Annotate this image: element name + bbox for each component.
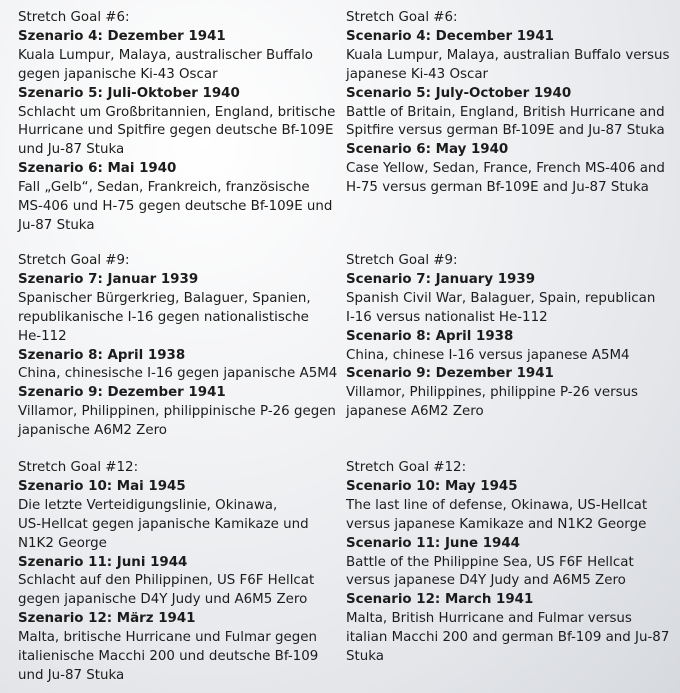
scenario-heading: Szenario 11: Juni 1944 bbox=[18, 554, 188, 570]
scenario-description-line: gegen japanische Ki-43 Oscar bbox=[18, 66, 218, 82]
scenario-description-line: Villamor, Philippinen, philippinische P-26 gegen bbox=[18, 404, 336, 420]
scenario-heading: Scenario 4: December 1941 bbox=[346, 28, 554, 44]
stretch-goal-block bbox=[346, 252, 671, 422]
scenario-heading: Szenario 5: Juli-Oktober 1940 bbox=[18, 85, 240, 101]
stretch-goal-block bbox=[346, 9, 671, 198]
scenario-description-line: I-16 versus nationalist He-112 bbox=[346, 309, 548, 325]
scenario-description-line: republikanische I-16 gegen nationalistische bbox=[18, 309, 309, 325]
stretch-goal-title: Stretch Goal #9: bbox=[346, 253, 458, 268]
scenario-heading: Scenario 5: July-October 1940 bbox=[346, 85, 572, 101]
scenario-description-line: Case Yellow, Sedan, France, French MS-406 and bbox=[346, 161, 665, 177]
scenario-description-line: Spanish Civil War, Balaguer, Spain, republican bbox=[346, 290, 656, 306]
stretch-goal-title: Stretch Goal #12: bbox=[18, 460, 139, 475]
stretch-goal-block bbox=[18, 9, 338, 236]
scenario-description-line: Hurricane und Spitfire gegen deutsche Bf-109E bbox=[18, 123, 334, 139]
scenario-description-line: versus japanese D4Y Judy and A6M5 Zero bbox=[346, 573, 626, 589]
scenario-description-line: Schlacht um Großbritannien, England, britische bbox=[18, 104, 336, 120]
stretch-goal-title: Stretch Goal #6: bbox=[18, 10, 130, 25]
scenario-description-line: und Ju-87 Stuka bbox=[18, 142, 125, 158]
scenario-description-line: versus japanese Kamikaze and N1K2 George bbox=[346, 516, 647, 532]
scenario-heading: Szenario 10: Mai 1945 bbox=[18, 478, 186, 494]
scenario-description-line: MS-406 und H-75 gegen deutsche Bf-109E und bbox=[18, 199, 333, 215]
scenario-description-line: Spitfire versus german Bf-109E and Ju-87 Stuka bbox=[346, 123, 665, 139]
scenario-heading: Szenario 8: April 1938 bbox=[18, 347, 186, 363]
scenario-description-line: The last line of defense, Okinawa, US-Hellcat bbox=[346, 497, 648, 513]
stretch-goal-block bbox=[346, 459, 671, 667]
scenario-heading: Szenario 7: Januar 1939 bbox=[18, 271, 199, 287]
scenario-heading: Scenario 6: May 1940 bbox=[346, 142, 509, 158]
scenario-description-line: Malta, British Hurricane and Fulmar versus bbox=[346, 611, 632, 627]
scenario-description-line: Kuala Lumpur, Malaya, australischer Buffalo bbox=[18, 47, 313, 63]
scenario-description-line: Ju-87 Stuka bbox=[18, 217, 95, 233]
scenario-description-line: He-112 bbox=[18, 328, 67, 344]
scenario-heading: Scenario 8: April 1938 bbox=[346, 328, 514, 344]
scenario-description-line: China, chinese I-16 versus japanese A5M4 bbox=[346, 347, 630, 363]
scenario-heading: Szenario 9: Dezember 1941 bbox=[18, 385, 226, 401]
scenario-description-line: japanese Ki-43 Oscar bbox=[346, 66, 489, 82]
scenario-description-line: N1K2 George bbox=[18, 535, 107, 551]
scenario-heading: Scenario 12: March 1941 bbox=[346, 592, 534, 608]
scenario-heading: Szenario 6: Mai 1940 bbox=[18, 161, 177, 177]
scenario-description-line: japanese A6M2 Zero bbox=[346, 404, 484, 420]
scenario-description-line: italienische Macchi 200 und deutsche Bf-109 bbox=[18, 649, 319, 665]
scenario-description-line: Schlacht auf den Philippinen, US F6F Hellcat bbox=[18, 573, 315, 589]
scenario-description-line: Kuala Lumpur, Malaya, australian Buffalo versus bbox=[346, 47, 670, 63]
scenario-description-line: China, chinesische I-16 gegen japanische A5M4 bbox=[18, 366, 338, 382]
scenario-description-line: Battle of the Philippine Sea, US F6F Hellcat bbox=[346, 554, 634, 570]
stretch-goal-block bbox=[18, 459, 338, 686]
stretch-goal-title: Stretch Goal #12: bbox=[346, 460, 467, 475]
scenario-heading: Scenario 11: June 1944 bbox=[346, 535, 520, 551]
scenario-description-line: H-75 versus german Bf-109E and Ju-87 Stuka bbox=[346, 180, 649, 196]
scenario-description-line: japanische A6M2 Zero bbox=[18, 423, 167, 439]
scenario-description-line: Fall „Gelb“, Sedan, Frankreich, französische bbox=[18, 180, 310, 196]
scenario-heading: Scenario 10: May 1945 bbox=[346, 478, 518, 494]
stretch-goal-title: Stretch Goal #9: bbox=[18, 253, 130, 268]
scenario-description-line: Spanischer Bürgerkrieg, Balaguer, Spanien, bbox=[18, 290, 311, 306]
stretch-goal-block bbox=[18, 252, 338, 441]
scenario-description-line: Die letzte Verteidigungslinie, Okinawa, bbox=[18, 497, 278, 513]
scenario-description-line: Malta, britische Hurricane und Fulmar gegen bbox=[18, 630, 317, 646]
scenario-heading: Szenario 4: Dezember 1941 bbox=[18, 28, 226, 44]
scenario-description-line: Battle of Britain, England, British Hurricane and bbox=[346, 104, 665, 120]
scenario-heading: Scenario 7: January 1939 bbox=[346, 271, 536, 287]
scenario-description-line: italian Macchi 200 and german Bf-109 and Ju-87 bbox=[346, 630, 670, 646]
scenario-heading: Scenario 9: Dezember 1941 bbox=[346, 366, 554, 382]
scenario-description-line: Stuka bbox=[346, 649, 384, 665]
stretch-goal-title: Stretch Goal #6: bbox=[346, 10, 458, 25]
scenario-heading: Szenario 12: März 1941 bbox=[18, 611, 196, 627]
scenario-description-line: gegen japanische D4Y Judy und A6M5 Zero bbox=[18, 592, 308, 608]
scenario-description-line: Villamor, Philippines, philippine P-26 versus bbox=[346, 385, 639, 401]
scenario-description-line: US-Hellcat gegen japanische Kamikaze und bbox=[18, 516, 309, 532]
scenario-description-line: und Ju-87 Stuka bbox=[18, 667, 125, 683]
